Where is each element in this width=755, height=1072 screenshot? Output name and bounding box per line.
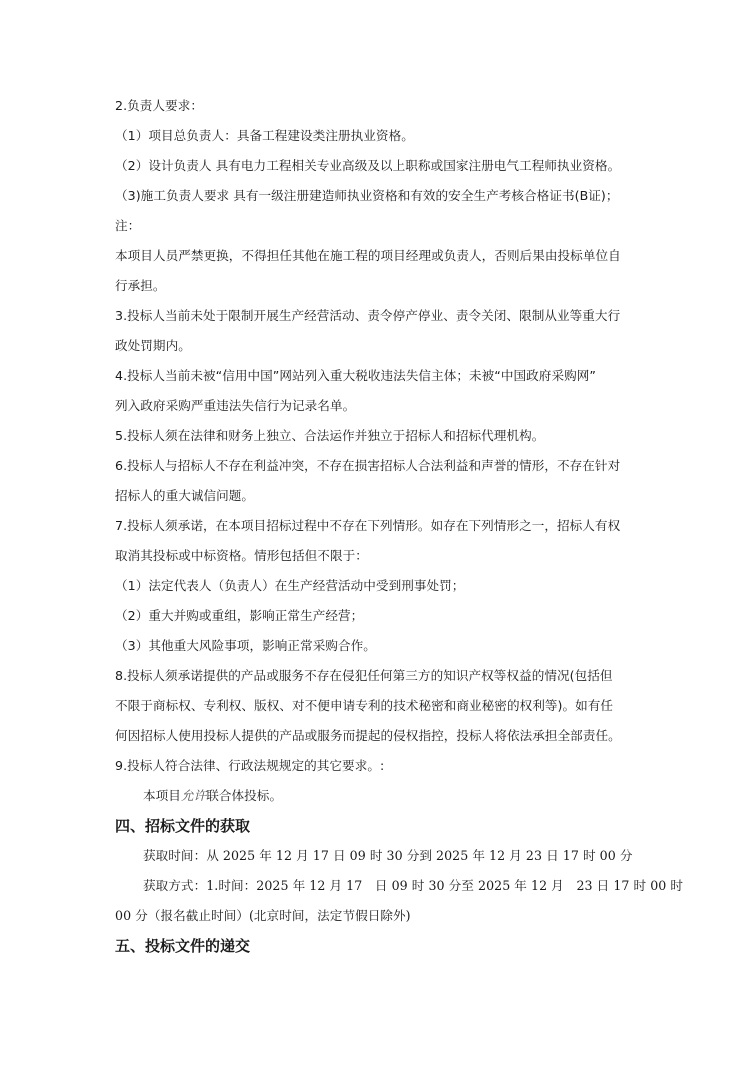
paragraph-line: （3)施工负责人要求 具有一级注册建造师执业资格和有效的安全生产考核合格证书(B证)；	[115, 188, 619, 203]
paragraph-line: 8.投标人须承诺提供的产品或服务不存在侵犯任何第三方的知识产权等权益的情况(包括但	[115, 668, 613, 683]
acquisition-method: 获取方式：1.时间：2025 年 12 月 17 日 09 时 30 分至 2025 年 12 月 23 日 17 时 00 时	[143, 878, 684, 893]
paragraph-line: （3）其他重大风险事项，影响正常采购合作。	[115, 638, 376, 653]
consortium-value: 允许	[180, 788, 207, 803]
paragraph-line: 政处罚期内。	[115, 338, 191, 353]
acquisition-method-cont: 00 分（报名截止时间）(北京时间，法定节假日除外)	[115, 908, 411, 923]
paragraph-line: （2）重大并购或重组，影响正常生产经营；	[115, 608, 364, 623]
paragraph-line: 3.投标人当前未处于限制开展生产经营活动、责令停产停业、责令关闭、限制从业等重大行	[115, 308, 621, 323]
paragraph-line: 何因招标人使用投标人提供的产品或服务而提起的侵权指控，投标人将依法承担全部责任。	[115, 728, 621, 743]
paragraph-line: 行承担。	[115, 278, 166, 293]
paragraph-line: 2.负责人要求：	[115, 98, 203, 113]
paragraph-line: 4.投标人当前未被“信用中国”网站列入重大税收违法失信主体；未被“中国政府采购网”	[115, 368, 596, 383]
consortium-line	[143, 786, 678, 806]
paragraph-line: （1）法定代表人（负责人）在生产经营活动中受到刑事处罚；	[115, 578, 465, 593]
paragraph-line: （1）项目总负责人：具备工程建设类注册执业资格。	[115, 128, 414, 143]
paragraph-line: 7.投标人须承诺，在本项目招标过程中不存在下列情形。如存在下列情形之一，招标人有权	[115, 518, 621, 533]
paragraph-line: 招标人的重大诚信问题。	[115, 488, 255, 503]
paragraph-line: 本项目人员严禁更换，不得担任其他在施工程的项目经理或负责人，否则后果由投标单位自	[115, 248, 621, 263]
section-heading-4: 四、招标文件的获取	[115, 817, 251, 835]
paragraph-line: 9.投标人符合法律、行政法规规定的其它要求。:	[115, 758, 385, 773]
consortium-suffix: 联合体投标。	[206, 788, 283, 803]
paragraph-line: 5.投标人须在法律和财务上独立、合法运作并独立于招标人和招标代理机构。	[115, 428, 545, 443]
paragraph-line: 不限于商标权、专利权、版权、对不便申请专利的技术秘密和商业秘密的权利等)。如有任	[115, 698, 614, 713]
consortium-prefix: 本项目	[143, 788, 181, 803]
section-heading-5: 五、投标文件的递交	[115, 937, 251, 955]
paragraph-line: 列入政府采购严重违法失信行为记录名单。	[115, 398, 356, 413]
paragraph-line: 取消其投标或中标资格。情形包括但不限于：	[115, 548, 368, 563]
acquisition-time: 获取时间：从 2025 年 12 月 17 日 09 时 30 分到 2025 年 12 月 23 日 17 时 00 分	[143, 848, 633, 863]
paragraph-line: 6.投标人与招标人不存在利益冲突，不存在损害招标人合法利益和声誉的情形，不存在针对	[115, 458, 621, 473]
paragraph-line: （2）设计负责人 具有电力工程相关专业高级及以上职称或国家注册电气工程师执业资格。	[115, 158, 621, 173]
paragraph-line: 注：	[115, 218, 141, 233]
